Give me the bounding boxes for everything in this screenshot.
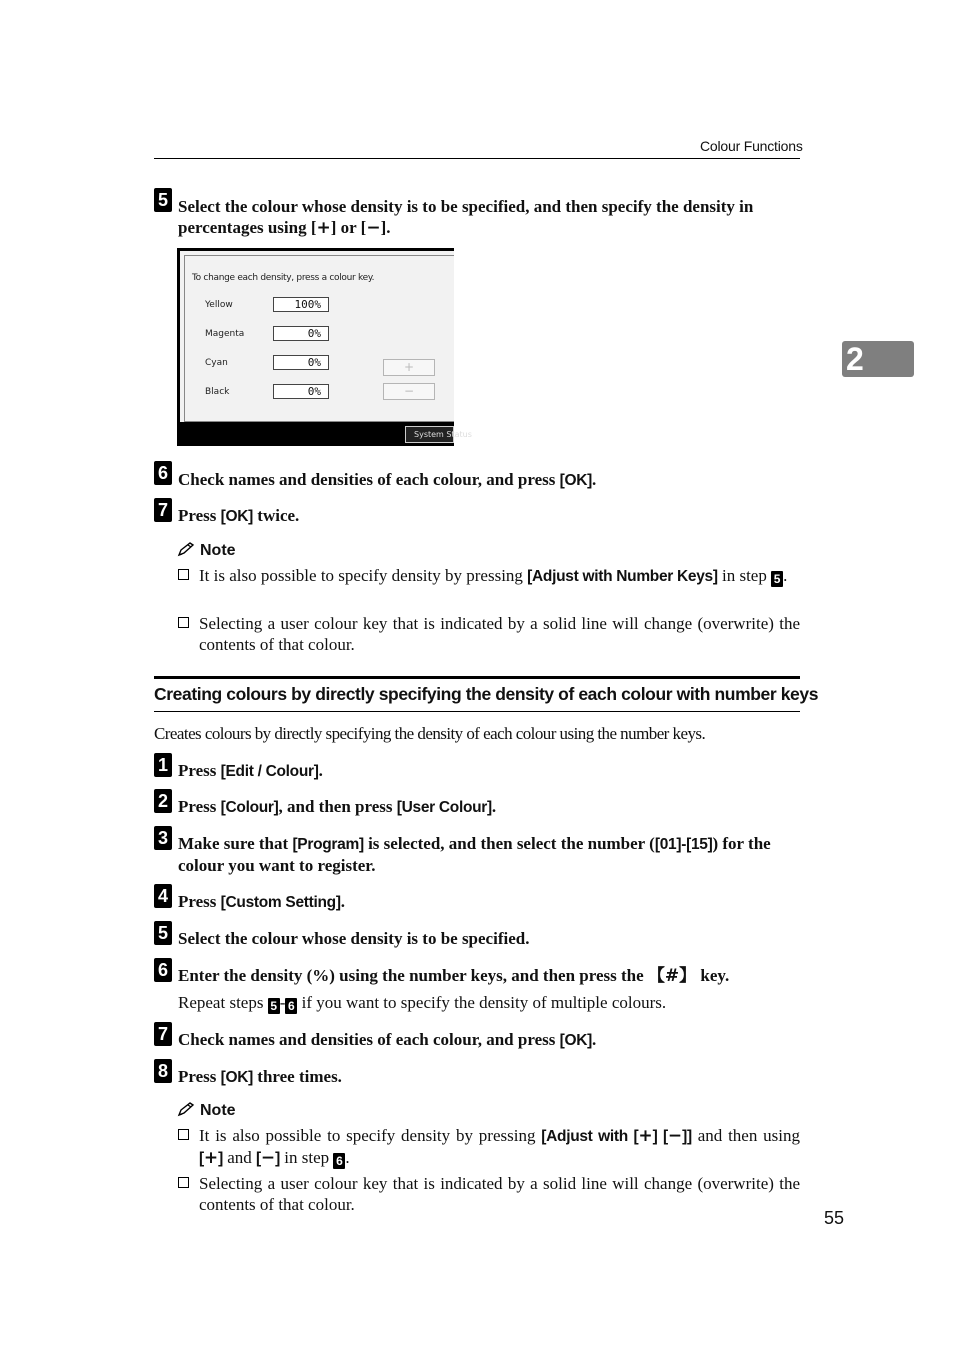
step-text-part: is selected, and then select the number ( xyxy=(363,834,655,853)
number-key-label: [15] xyxy=(686,836,713,853)
step-number-badge: 6 xyxy=(154,958,172,982)
step-text-part: . xyxy=(318,761,323,780)
hash-key-label: 【#】 xyxy=(647,966,697,986)
step-instruction xyxy=(178,505,800,527)
note-item: Selecting a user colour key that is indicated by a solid line will change (overwrite) the contents of that colour. xyxy=(199,614,800,654)
section-intro: Creates colours by directly specifying the density of each colour using the number keys. xyxy=(154,724,706,743)
step-reference-badge: 5 xyxy=(771,571,783,587)
step-text-part: twice. xyxy=(253,506,300,525)
step-reference-badge: 6 xyxy=(333,1153,345,1169)
density-field-yellow[interactable]: 100% xyxy=(273,297,329,312)
colour-label-magenta: Magenta xyxy=(205,329,245,339)
step-instruction xyxy=(178,1066,800,1088)
colour-key-label: [Colour] xyxy=(220,799,279,816)
note-heading xyxy=(178,1102,236,1120)
ok-key-label: [OK] xyxy=(559,1032,592,1049)
running-header: Colour Functions xyxy=(700,138,803,154)
step-text-part: Press xyxy=(178,892,221,911)
note-text-part: and xyxy=(223,1148,257,1167)
number-key-label: [01] xyxy=(654,836,682,853)
section-title: Creating colours by directly specifying the density of each colour with number keys xyxy=(154,684,819,704)
system-status-button[interactable]: System Status xyxy=(405,426,454,443)
ok-key-label: [OK] xyxy=(559,472,592,489)
step-text-part: Press xyxy=(178,506,221,525)
header-rule xyxy=(154,158,800,159)
step-number-badge: 2 xyxy=(154,789,172,813)
plus-icon: + xyxy=(638,1126,653,1146)
step-text-part: key. xyxy=(696,966,730,985)
subtext-part: if you want to specify the density of multiple colours. xyxy=(297,993,667,1012)
step-instruction xyxy=(178,1029,800,1051)
step-number-badge: 5 xyxy=(154,188,172,212)
step-text-part: , and then press xyxy=(278,797,397,816)
step-reference-badge: 5 xyxy=(268,998,280,1014)
custom-setting-key-label: [Custom Setting] xyxy=(220,894,341,911)
note-title: Note xyxy=(200,542,236,559)
step-number-badge: 4 xyxy=(154,884,172,908)
step-text-part: ]. xyxy=(380,218,391,237)
subtext-part: Repeat steps xyxy=(178,993,268,1012)
checkbox-bullet-icon xyxy=(178,569,189,580)
step-instruction xyxy=(178,833,800,876)
pencil-icon xyxy=(178,1102,196,1116)
step-text-part: . xyxy=(340,892,345,911)
step-reference-badge: 6 xyxy=(285,998,297,1014)
bracket: [ xyxy=(256,1150,261,1167)
adjust-number-keys-label: [Adjust with Number Keys] xyxy=(527,568,718,585)
note-title: Note xyxy=(200,1102,236,1119)
colour-label-cyan: Cyan xyxy=(205,358,228,368)
step-instruction xyxy=(178,965,800,987)
bracket: ] xyxy=(275,1150,281,1167)
step-number-badge: 5 xyxy=(154,921,172,945)
adjust-with-key-label: ] [ xyxy=(652,1128,668,1145)
note-text-part: It is also possible to specify density by pressing xyxy=(199,1126,542,1145)
user-colour-key-label: [User Colour] xyxy=(396,799,492,816)
ok-key-label: [OK] xyxy=(220,508,254,525)
step-instruction xyxy=(178,760,800,782)
screen-content xyxy=(184,255,454,422)
subtext-part: - xyxy=(279,993,286,1012)
step-number-badge: 7 xyxy=(154,1022,172,1046)
checkbox-bullet-icon xyxy=(178,617,189,628)
minus-icon: − xyxy=(260,1148,276,1168)
step-text-part: ] or [ xyxy=(330,218,367,237)
step-instruction xyxy=(178,196,800,239)
section-rule-bottom xyxy=(154,711,800,712)
note-item xyxy=(199,565,800,587)
chapter-tab: 2 xyxy=(842,341,914,377)
minus-icon: − xyxy=(667,1126,683,1146)
note-text-part: It is also possible to specify density by pressing xyxy=(199,566,528,585)
minus-icon: − xyxy=(366,218,381,238)
step-text-part: Press xyxy=(178,797,221,816)
screen-instruction: To change each density, press a colour key. xyxy=(192,273,375,283)
ok-key-label: [OK] xyxy=(220,1069,254,1086)
density-field-magenta[interactable]: 0% xyxy=(273,326,329,341)
section-rule-top xyxy=(154,676,800,679)
note-text-part: and then using xyxy=(691,1126,800,1145)
plus-button[interactable]: + xyxy=(383,359,435,376)
pencil-icon xyxy=(178,542,196,556)
adjust-with-key-label: ]] xyxy=(682,1128,692,1145)
step-instruction xyxy=(178,469,800,491)
screen-frame xyxy=(180,251,454,422)
density-screen-screenshot xyxy=(177,248,472,446)
step-number-badge: 7 xyxy=(154,498,172,522)
note-text-part: . xyxy=(345,1148,350,1167)
step-text-part: Make sure that xyxy=(178,834,293,853)
step-text-part: Press xyxy=(178,1067,221,1086)
step-instruction xyxy=(178,796,800,818)
program-key-label: [Program] xyxy=(292,836,364,853)
step-instruction xyxy=(178,891,800,913)
colour-label-yellow: Yellow xyxy=(205,300,233,310)
step-text-part: Enter the density (%) using the number keys, and then press the xyxy=(178,966,648,985)
density-field-black[interactable]: 0% xyxy=(273,384,329,399)
minus-button[interactable]: − xyxy=(383,383,435,400)
step-instruction: Select the colour whose density is to be specified. xyxy=(178,929,530,948)
adjust-with-key-label: [Adjust with [ xyxy=(541,1128,639,1145)
page-number: 55 xyxy=(824,1208,845,1228)
step-text-part: . xyxy=(591,470,597,489)
density-field-cyan[interactable]: 0% xyxy=(273,355,329,370)
step-number-badge: 8 xyxy=(154,1059,172,1083)
bracket: [ xyxy=(199,1150,204,1167)
note-text-part: . xyxy=(783,566,788,585)
note-item xyxy=(199,1125,800,1169)
checkbox-bullet-icon xyxy=(178,1177,189,1188)
step-number-badge: 3 xyxy=(154,826,172,850)
plus-icon: + xyxy=(316,218,331,238)
note-text-part: in step xyxy=(280,1148,334,1167)
step-text-part: three times. xyxy=(253,1067,342,1086)
edit-colour-key-label: [Edit / Colour] xyxy=(220,763,319,780)
step-text-part: Check names and densities of each colour, and press xyxy=(178,470,560,489)
note-text-part: in step xyxy=(717,566,772,585)
colour-label-black: Black xyxy=(205,387,230,397)
step-text-part: Select the colour whose density is to be specified, and then specify the density in percentages using [ xyxy=(178,197,754,237)
step-subtext xyxy=(178,992,800,1014)
step-text-part: . xyxy=(591,1030,597,1049)
note-item: Selecting a user colour key that is indicated by a solid line will change (overwrite) the contents of that colour. xyxy=(199,1174,800,1214)
step-text-part: ) for the colour you want to register. xyxy=(178,834,771,875)
note-heading xyxy=(178,542,236,560)
bracket: ] xyxy=(218,1150,223,1167)
step-number-badge: 1 xyxy=(154,753,172,777)
step-text-part: - xyxy=(681,836,687,853)
plus-icon: + xyxy=(203,1148,219,1168)
step-text-part: . xyxy=(491,797,497,816)
step-text-part: Press xyxy=(178,761,221,780)
step-text-part: Check names and densities of each colour, and press xyxy=(178,1030,560,1049)
step-number-badge: 6 xyxy=(154,461,172,485)
checkbox-bullet-icon xyxy=(178,1129,189,1140)
